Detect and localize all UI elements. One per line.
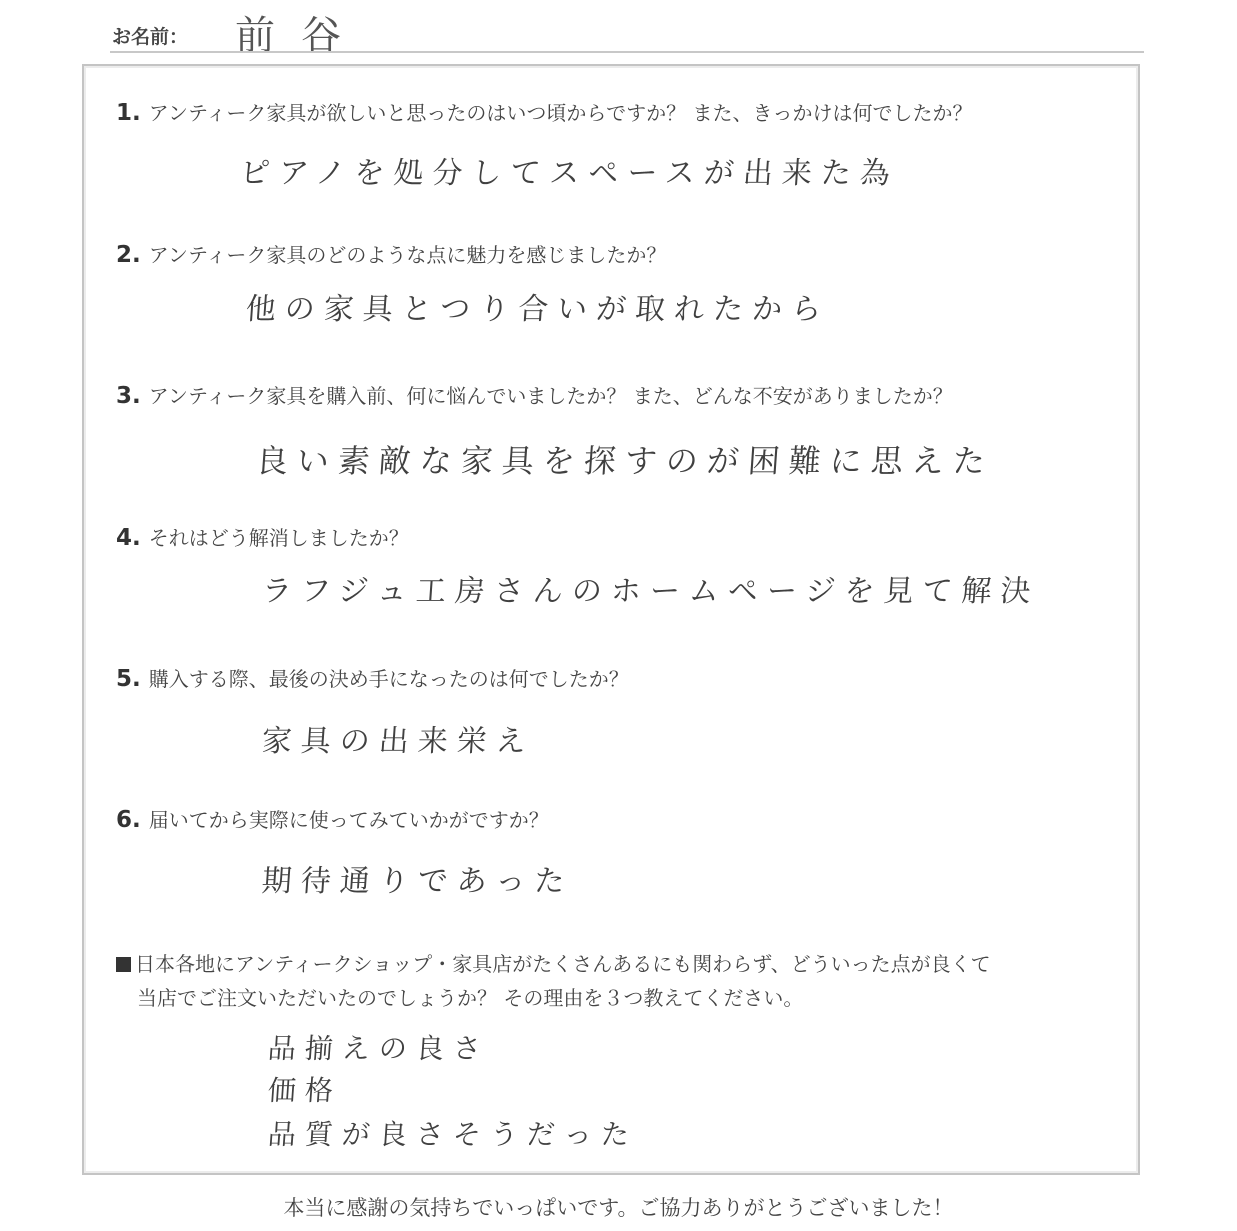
reasons-question (116, 947, 991, 1015)
answer-1: ピアノを処分してスペースが出来た為 (238, 156, 901, 191)
question-5-number: 5. (116, 666, 141, 692)
answer-6: 期待通りであった (260, 864, 575, 899)
question-1-text: アンティーク家具が欲しいと思ったのはいつ頃からですか？ また、きっかけは何でしたか？ (148, 101, 973, 125)
answer-4: ラフジュ工房さんのホームページを見て解決 (260, 574, 1041, 609)
thanks-message: 本当に感謝の気持ちでいっぱいです。ご協力ありがとうございました！ (283, 1196, 954, 1220)
answer-3: 良い素敵な家具を探すのが困難に思えた (254, 442, 996, 480)
question-1-number: 1. (116, 100, 141, 126)
question-2-text: アンティーク家具のどのような点に魅力を感じましたか？ (148, 243, 667, 267)
question-3 (116, 380, 953, 409)
reasons-question-line-1: 日本各地にアンティークショップ・家具店がたくさんあるにも関わらず、どういった点が良くて (135, 952, 991, 976)
reason-1: 品揃えの良さ (266, 1032, 492, 1065)
question-6 (116, 804, 549, 833)
reason-3: 品質が良さそうだった (266, 1118, 640, 1151)
question-6-text: 届いてから実際に使ってみていかがですか？ (148, 808, 549, 832)
answer-2: 他の家具とつり合いが取れたから (244, 292, 832, 327)
reasons-question-line-2: 当店でご注文いただいたのでしょうか？ その理由を３つ教えてください。 (137, 986, 804, 1010)
question-4-text: それはどう解消しましたか？ (148, 526, 409, 550)
question-3-number: 3. (116, 383, 141, 409)
square-bullet-icon (116, 957, 131, 972)
name-value: 前谷 (235, 13, 367, 59)
question-6-number: 6. (116, 807, 141, 833)
name-label: お名前： (112, 26, 189, 48)
question-5-text: 購入する際、最後の決め手になったのは何でしたか？ (148, 667, 629, 691)
question-3-text: アンティーク家具を購入前、何に悩んでいましたか？ また、どんな不安がありましたか？ (148, 384, 953, 408)
name-underline (110, 51, 1144, 53)
question-2-number: 2. (116, 242, 141, 268)
reason-2: 価格 (266, 1074, 344, 1107)
question-5 (116, 663, 629, 692)
question-4 (116, 522, 409, 551)
question-1 (116, 97, 973, 126)
answer-5: 家具の出来栄え (260, 724, 536, 759)
question-4-number: 4. (116, 525, 141, 551)
question-2 (116, 239, 666, 268)
name-row (110, 8, 1145, 59)
